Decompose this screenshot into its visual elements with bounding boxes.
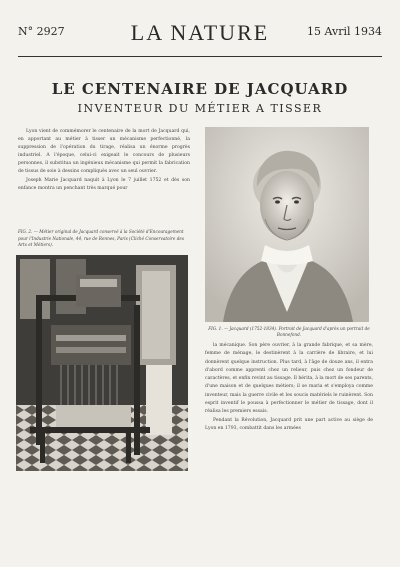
- caption-portrait: FIG. 1. — Jacquard (1752-1834). Portrait de Jacquard d'après un portrait de Bonnefond.: [208, 326, 370, 338]
- intro-paragraph: Lyon vient de commémorer le centenaire de la mort de Jacquard qui, en apportant au métier à tisser un mécanisme perfectionné, la suppression de l'opération du tirage, réalisa un énorme progrès industriel. A l'époque, celui-ci exigeait le concours de plusieurs personnes, il substitua un ingénieux mécanisme qui permit la fabrication de tissus de soie à dessins compliqués avec un seul ouvrier.: [18, 129, 190, 175]
- intro-paragraph: Joseph Marie Jacquard naquit à Lyon le 7 juillet 1752 et dès son enfance montra un penchant très marqué pour: [18, 177, 190, 191]
- intro-text: [18, 128, 190, 193]
- loom-image: [16, 255, 188, 471]
- body-paragraph: la mécanique. Son père ouvrier, à la grande fabrique, et sa mère, femme de ménage, le destinèrent à la carrière de libraire, et lui donnèrent quelque instruction. Plus tard, à l'âge de douze ans, il entra d'abord comme apprenti chez un relieur, puis chez un fondeur de caractères, et enfin revint au tissage. Il hérita, à la mort de ses parents, d'une maison et de quelques métiers; il se maria et s'employa comme inventeur, mais la guerre civile et les soucis matériels le ruinèrent. Son esprit inventif le poussa à perfectionner le métier de tissage, dont il réalisa les premiers essais.: [205, 343, 373, 415]
- issue-date: 15 Avril 1934: [307, 25, 382, 38]
- article-subtitle: INVENTEUR DU MÉTIER A TISSER: [77, 102, 323, 115]
- portrait-image: [205, 127, 369, 322]
- journal-title: LA NATURE: [130, 20, 270, 45]
- caption-loom: FIG. 2. — Métier original de Jacquard conservé à la Société d'Encouragement pour l'Industrie Nationale, 44, rue de Rennes, Paris (Cliché Conservatoire des Arts et Métiers).: [18, 229, 185, 248]
- header-rule: [18, 56, 382, 57]
- body-paragraph: Pendant la Révolution, Jacquard prit une part active au siège de Lyon en 1793, combattit dans les armées: [205, 417, 373, 431]
- article-title: LE CENTENAIRE DE JACQUARD: [51, 80, 349, 98]
- body-text-right: [205, 342, 373, 433]
- issue-number: N° 2927: [18, 25, 65, 38]
